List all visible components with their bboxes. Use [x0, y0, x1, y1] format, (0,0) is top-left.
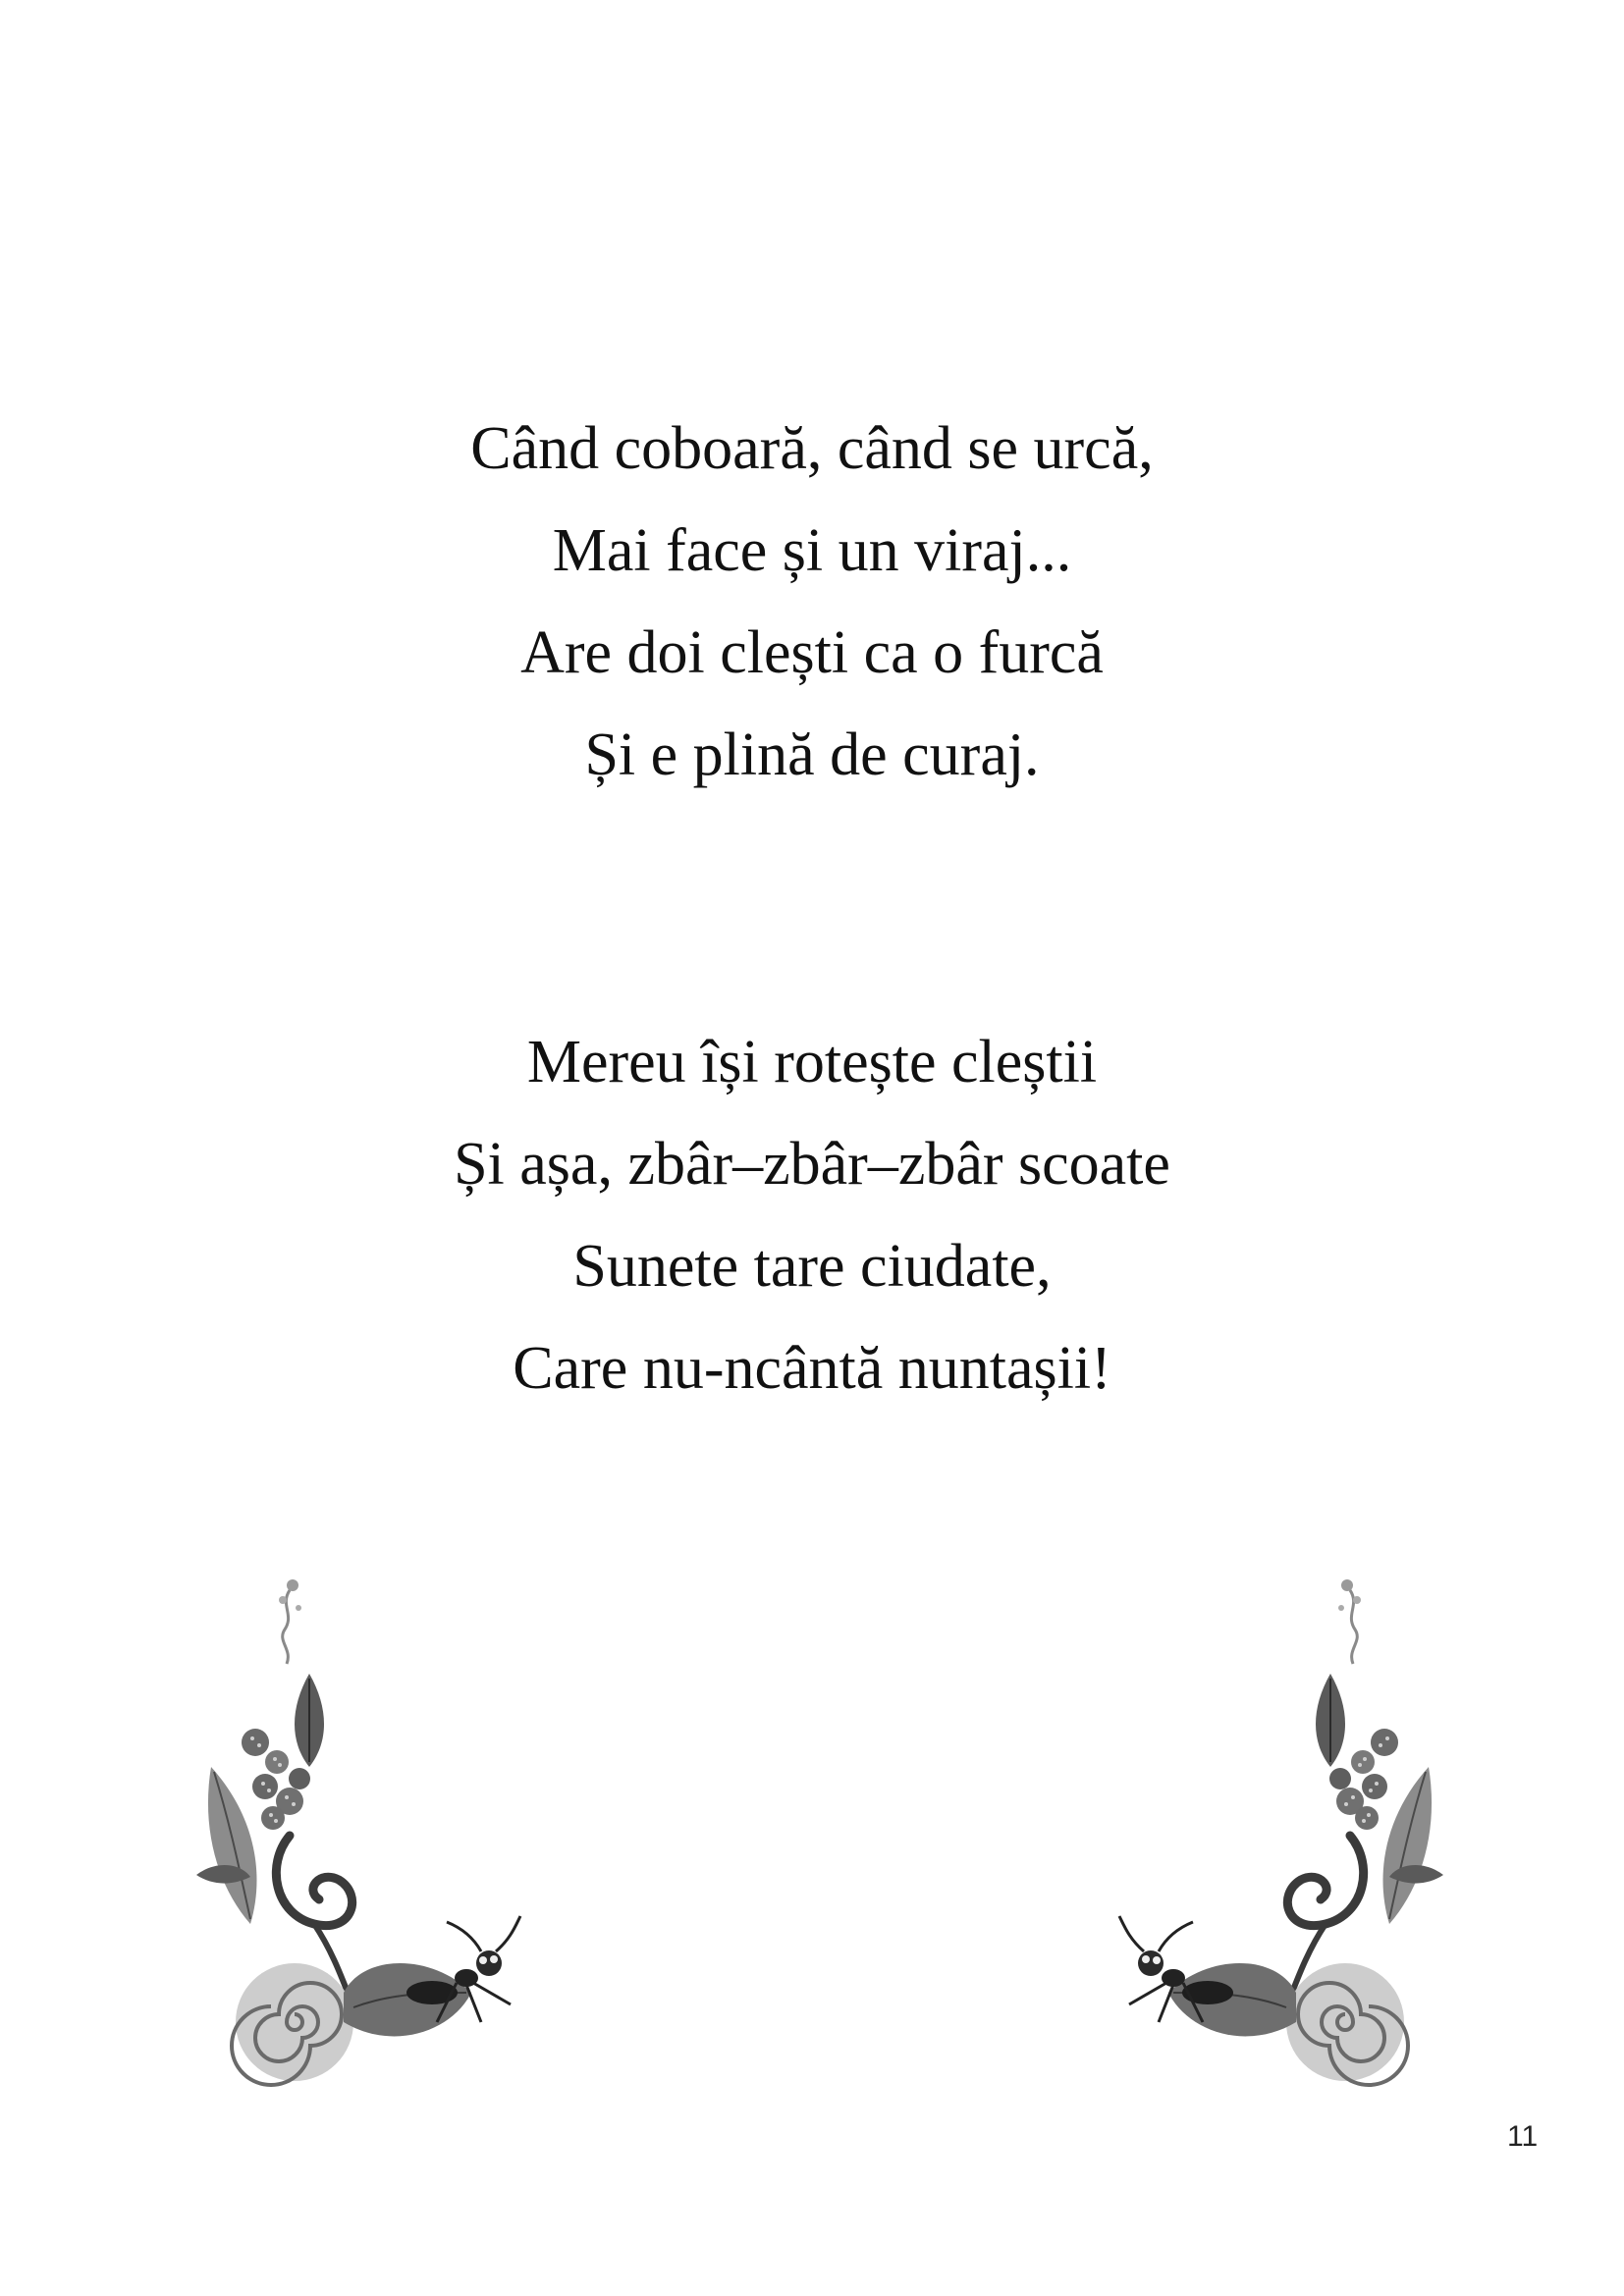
floral-ant-ornament-right — [982, 1561, 1473, 2091]
poem-line: Când coboară, când se urcă, — [470, 415, 1154, 482]
stanza-2 — [0, 1011, 1624, 1419]
poem-line: Care nu-ncântă nuntașii! — [513, 1335, 1111, 1402]
poem-line: Și așa, zbâr–zbâr–zbâr scoate — [454, 1131, 1170, 1198]
stanza-1 — [0, 398, 1624, 806]
poem-line: Mereu își rotește cleștii — [526, 1029, 1098, 1095]
poem-line: Și e plină de curaj. — [584, 721, 1040, 788]
floral-ant-ornament-left — [196, 1561, 687, 2091]
floral-ornament-icon — [196, 1561, 687, 2091]
poem-line: Sunete tare ciudate, — [572, 1233, 1052, 1300]
page-number: 11 — [1507, 2120, 1539, 2153]
poem-line: Are doi clești ca o furcă — [520, 619, 1104, 686]
floral-ornament-icon — [982, 1561, 1473, 2091]
poem-line: Mai face și un viraj... — [552, 517, 1072, 584]
